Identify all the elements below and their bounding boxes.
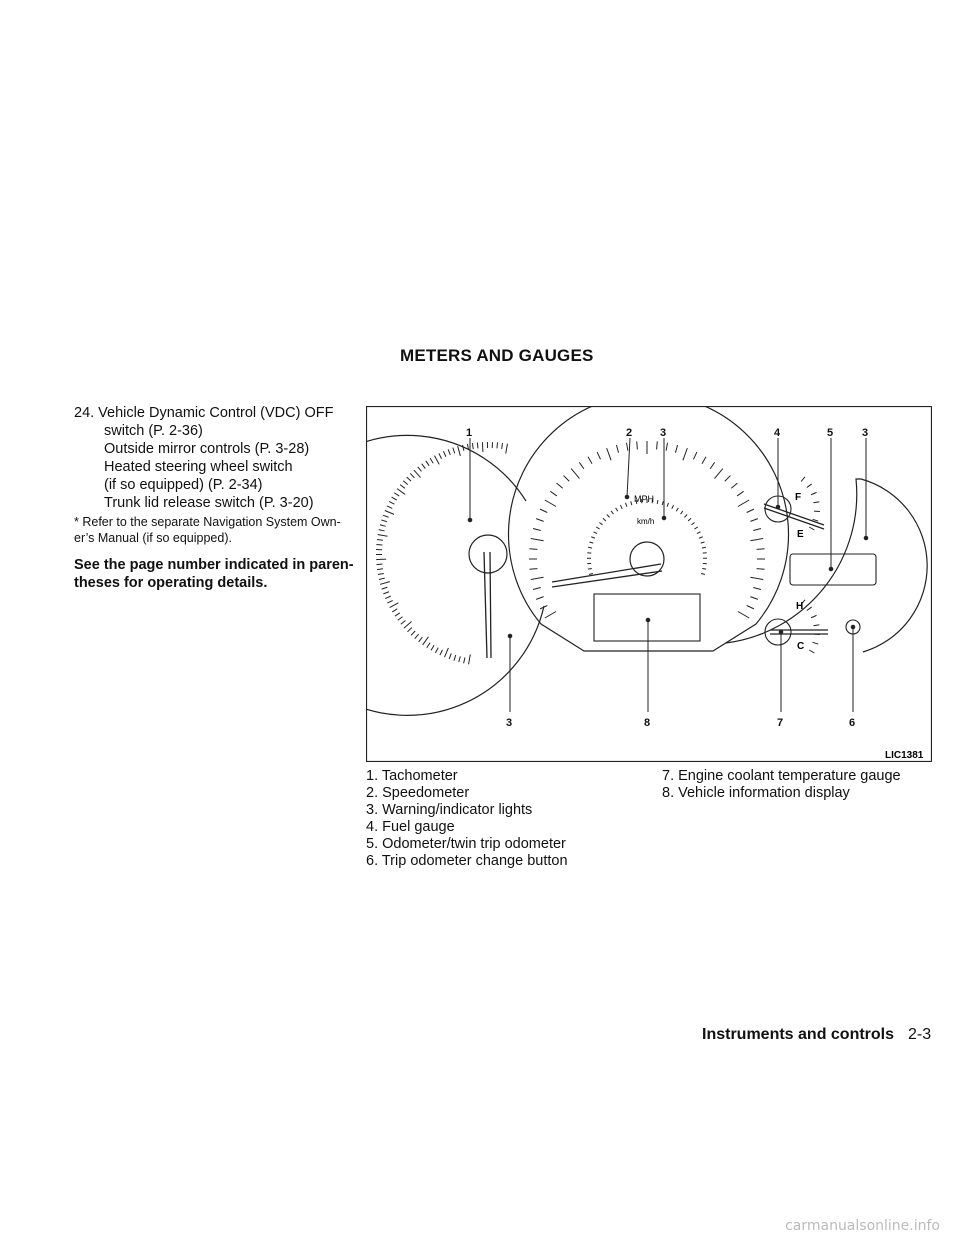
legend-item-1: 1. Tachometer xyxy=(366,768,458,784)
footer-section-title: Instruments and controls xyxy=(702,1026,895,1043)
legend-item-4: 4. Fuel gauge xyxy=(366,819,455,835)
callout-6: 6 xyxy=(849,717,856,729)
fuel-full-mark: F xyxy=(795,492,802,503)
callout-8: 8 xyxy=(644,717,651,729)
callout-5: 5 xyxy=(827,427,834,439)
legend-item-7: 7. Engine coolant temperature gauge xyxy=(662,768,901,784)
page-number: 2-3 xyxy=(908,1026,932,1043)
item-24-line-6: Trunk lid release switch (P. 3-20) xyxy=(104,495,314,511)
legend-column-1 xyxy=(366,768,568,870)
legend-item-8: 8. Vehicle information display xyxy=(662,785,850,801)
bold-line-1: See the page number indicated in paren- xyxy=(74,557,354,573)
left-column xyxy=(74,404,364,592)
note-line-2: er’s Manual (if so equipped). xyxy=(74,531,232,545)
figure-code: LIC1381 xyxy=(885,750,924,761)
callout-7: 7 xyxy=(777,717,784,729)
operating-details-note xyxy=(74,556,364,592)
bold-line-2: theses for operating details. xyxy=(74,575,268,591)
cluster-illustration xyxy=(366,406,932,762)
callout-3-top: 3 xyxy=(660,427,667,439)
temp-hot-mark: H xyxy=(796,601,804,612)
callout-3-right: 3 xyxy=(862,427,869,439)
kmh-label: km/h xyxy=(637,517,655,526)
item-24-line-1: 24. Vehicle Dynamic Control (VDC) OFF xyxy=(74,405,334,421)
item-24-line-4: Heated steering wheel switch xyxy=(104,459,293,475)
callout-3-bottom: 3 xyxy=(506,717,513,729)
fuel-empty-mark: E xyxy=(797,529,804,540)
page-footer xyxy=(702,1026,931,1044)
temp-cold-mark: C xyxy=(797,641,805,652)
callout-1: 1 xyxy=(466,427,473,439)
instrument-cluster-figure xyxy=(366,406,932,762)
legend-item-2: 2. Speedometer xyxy=(366,785,470,801)
legend-item-3: 3. Warning/indicator lights xyxy=(366,802,533,818)
legend-item-5: 5. Odometer/twin trip odometer xyxy=(366,836,566,852)
legend-item-6: 6. Trip odometer change button xyxy=(366,853,568,869)
item-24-line-2: switch (P. 2-36) xyxy=(104,423,203,439)
item-24-line-5: (if so equipped) (P. 2-34) xyxy=(104,477,263,493)
watermark: carmanualsonline.info xyxy=(785,1218,940,1234)
note-line-1: * Refer to the separate Navigation System Own- xyxy=(74,515,341,529)
mph-label: MPH xyxy=(634,494,654,504)
navigation-note xyxy=(74,514,364,546)
item-24-line-3: Outside mirror controls (P. 3-28) xyxy=(104,441,310,457)
callout-4: 4 xyxy=(774,427,781,439)
legend-column-2 xyxy=(662,768,901,802)
callout-2: 2 xyxy=(626,427,633,439)
section-title: METERS AND GAUGES xyxy=(400,346,594,365)
